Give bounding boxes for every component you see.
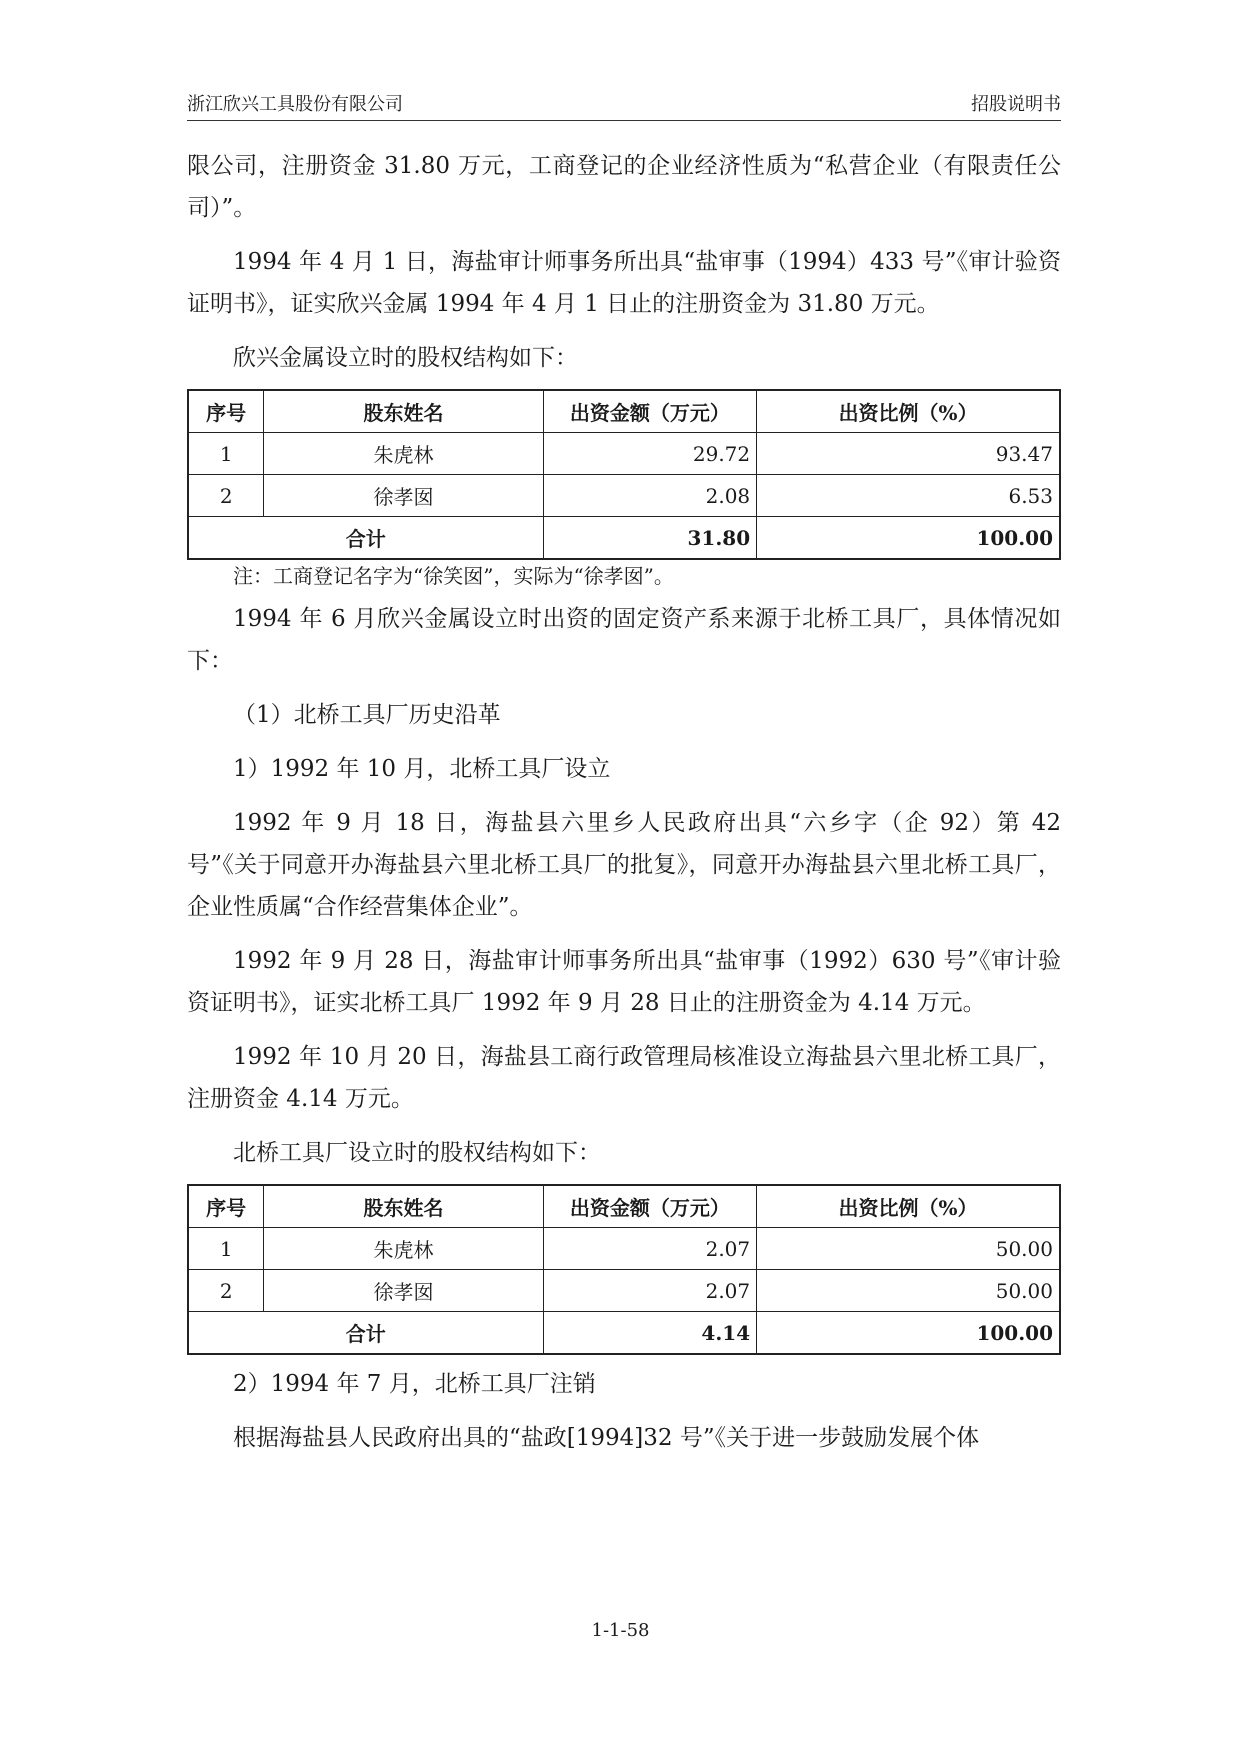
paragraph: 1992 年 10 月 20 日，海盐县工商行政管理局核准设立海盐县六里北桥工具厂，注册资金 4.14 万元。	[187, 1044, 1061, 1112]
table-total-row	[188, 517, 1060, 560]
cell-amount: 2.08	[543, 475, 757, 517]
col-header-name: 股东姓名	[264, 390, 543, 433]
cell-name: 朱虎林	[264, 433, 543, 475]
col-header-amount: 出资金额（万元）	[543, 390, 757, 433]
subsection-heading: 1）1992 年 10 月，北桥工具厂设立	[233, 756, 611, 782]
page-body	[187, 145, 1061, 1471]
header-company: 浙江欣兴工具股份有限公司	[187, 94, 403, 115]
cell-total-label: 合计	[188, 517, 543, 560]
table-intro: 欣兴金属设立时的股权结构如下：	[233, 345, 578, 371]
cell-total-label: 合计	[188, 1312, 543, 1355]
col-header-name: 股东姓名	[264, 1185, 543, 1228]
table-note: 注：工商登记名字为“徐笑囡”，实际为“徐孝囡”。	[233, 564, 674, 588]
table-row	[188, 1270, 1060, 1312]
cell-total-amount: 4.14	[543, 1312, 757, 1355]
table-row	[188, 475, 1060, 517]
paragraph: 限公司，注册资金 31.80 万元，工商登记的企业经济性质为“私营企业（有限责任公司）”。	[187, 153, 1061, 221]
table-intro: 北桥工具厂设立时的股权结构如下：	[233, 1140, 601, 1166]
col-header-ratio: 出资比例（%）	[757, 390, 1060, 433]
table-row	[188, 433, 1060, 475]
paragraph: 1992 年 9 月 28 日，海盐审计师事务所出具“盐审事（1992）630 号”《审计验资证明书》，证实北桥工具厂 1992 年 9 月 28 日止的注册资金为 4.14 万元。	[187, 948, 1061, 1016]
cell-amount: 29.72	[543, 433, 757, 475]
section-heading: （1）北桥工具厂历史沿革	[233, 702, 501, 728]
paragraph: 1992 年 9 月 18 日，海盐县六里乡人民政府出具“六乡字（企 92）第 42 号”《关于同意开办海盐县六里北桥工具厂的批复》，同意开办海盐县六里北桥工具厂，企业性质属“合作经营集体企业”。	[187, 810, 1061, 920]
cell-index: 2	[188, 475, 264, 517]
cell-ratio: 50.00	[757, 1228, 1060, 1270]
paragraph: 1994 年 6 月欣兴金属设立时出资的固定资产系来源于北桥工具厂，具体情况如下：	[187, 606, 1061, 674]
table-header-row	[188, 390, 1060, 433]
cell-ratio: 50.00	[757, 1270, 1060, 1312]
cell-index: 2	[188, 1270, 264, 1312]
cell-ratio: 6.53	[757, 475, 1060, 517]
cell-total-ratio: 100.00	[757, 517, 1060, 560]
shareholding-table-1	[187, 389, 1061, 560]
cell-name: 徐孝囡	[264, 1270, 543, 1312]
cell-amount: 2.07	[543, 1270, 757, 1312]
shareholding-table-2	[187, 1184, 1061, 1355]
page-number: 1-1-58	[591, 1620, 650, 1641]
table-total-row	[188, 1312, 1060, 1355]
col-header-ratio: 出资比例（%）	[757, 1185, 1060, 1228]
cell-name: 徐孝囡	[264, 475, 543, 517]
cell-total-amount: 31.80	[543, 517, 757, 560]
header-doc-title: 招股说明书	[971, 94, 1061, 115]
col-header-index: 序号	[188, 1185, 264, 1228]
cell-total-ratio: 100.00	[757, 1312, 1060, 1355]
paragraph: 根据海盐县人民政府出具的“盐政[1994]32 号”《关于进一步鼓励发展个体	[233, 1425, 980, 1451]
table-header-row	[188, 1185, 1060, 1228]
cell-index: 1	[188, 433, 264, 475]
col-header-index: 序号	[188, 390, 264, 433]
cell-index: 1	[188, 1228, 264, 1270]
page-header	[187, 84, 1061, 121]
paragraph: 1994 年 4 月 1 日，海盐审计师事务所出具“盐审事（1994）433 号”《审计验资证明书》，证实欣兴金属 1994 年 4 月 1 日止的注册资金为 31.80 万元。	[187, 249, 1061, 317]
cell-amount: 2.07	[543, 1228, 757, 1270]
cell-name: 朱虎林	[264, 1228, 543, 1270]
table-row	[188, 1228, 1060, 1270]
cell-ratio: 93.47	[757, 433, 1060, 475]
col-header-amount: 出资金额（万元）	[543, 1185, 757, 1228]
subsection-heading: 2）1994 年 7 月，北桥工具厂注销	[233, 1371, 596, 1397]
